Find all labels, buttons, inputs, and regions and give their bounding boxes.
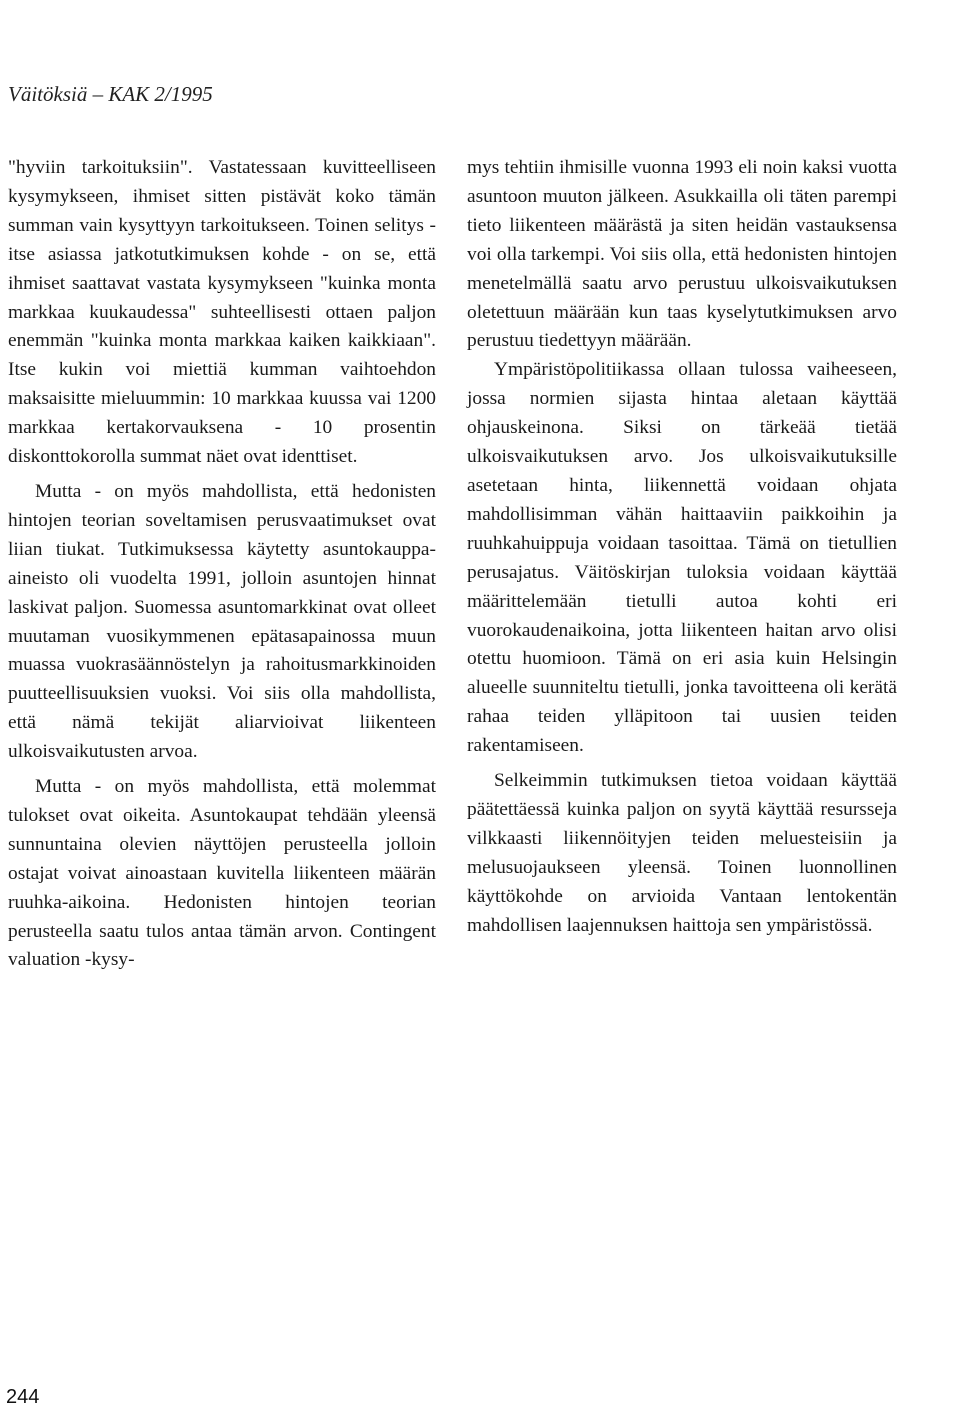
- page-number: 244: [6, 1386, 40, 1408]
- paragraph: Selkeimmin tutkimuksen tietoa voidaan käyttää päätettäessä kuinka paljon on syytä käyttää resursseja vilkkaasti liikennöityjen teiden meluesteisiin ja melusuojaukseen yleensä. Toinen luonnollinen käyttökohde on arvioida Vantaan lentokentän mahdollisen laajennuksen haittoja sen ympäristössä.: [467, 770, 897, 936]
- paragraph: Mutta - on myös mahdollista, että molemmat tulokset ovat oikeita. Asuntokaupat tehdään yleensä sunnuntaina olevien näyttöjen perusteella jolloin ostajat voivat ainoastaan kuvitella liikenteen määrän ruuhka-aikoina. Hedonisten hintojen teorian perusteella saatu tulos antaa tämän arvon. Contingent valuation -kysy-: [8, 776, 436, 971]
- paragraph: Ympäristöpolitiikassa ollaan tulossa vaiheeseen, jossa normien sijasta hintaa aletaan käyttää ohjauskeinona. Siksi on tärkeää tietää ulkoisvaikutuksen arvo. Jos ulkoisvaikutuksille asetetaan hinta, liikennettä voidaan ohjata mahdollisimman vähän haittaaviin paikkoihin ja ruuhkahuippuja voidaan tasoittaa. Tämä on tietullien perusajatus. Väitöskirjan tuloksia voidaan käyttää määrittelemään tietulli autoa kohti eri vuorokaudenaikoina, jotta liikenteen haitan arvo olisi otettu huomioon. Tämä on eri asia kuin Helsingin alueelle suunniteltu tietulli, jonka tavoitteena oli kerätä rahaa teiden ylläpitoon tai uusien teiden rakentamiseen.: [467, 359, 897, 757]
- paragraph: mys tehtiin ihmisille vuonna 1993 eli noin kaksi vuotta asuntoon muuton jälkeen. Asukkailla oli täten parempi tieto liikenteen määrästä ja siten heidän vastauksensa voi olla tarkempi. Voi siis olla, että hedonisten hintojen menetelmällä saatu arvo perustuu ulkoisvaikutuksen oletettuun määrään kun taas kyselytutkimuksen arvo perustuu tiedettyyn määrään.: [467, 157, 897, 352]
- text-column-left: [8, 154, 436, 975]
- paragraph: "hyviin tarkoituksiin". Vastatessaan kuvitteelliseen kysymykseen, ihmiset sitten pistävät koko tämän summan vain kysyttyyn tarkoitukseen. Toinen selitys - itse asiassa jatkotutkimuksen kohde - on se, että ihmiset saattavat vastata kysymykseen "kuinka monta markkaa kuukaudessa" suhteellisesti ottaen paljon enemmän "kuinka monta markkaa kaiken kaikkiaan". Itse kukin voi miettiä kumman vaihtoehdon maksaisitte mieluummin: 10 markkaa kuussa vai 1200 markkaa kertakorvauksena - 10 prosentin diskonttokorolla summat näet ovat identtiset.: [8, 157, 436, 468]
- running-head: Väitöksiä – KAK 2/1995: [8, 82, 213, 106]
- paragraph: Mutta - on myös mahdollista, että hedonisten hintojen teorian soveltamisen perusvaatimukset ovat liian tiukat. Tutkimuksessa käytetty asuntokauppa-aineisto oli vuodelta 1991, jolloin asuntojen hinnat laskivat paljon. Suomessa asuntomarkkinat ovat olleet muutaman vuosikymmenen epätasapainossa muun muassa vuokrasäännöstelyn ja rahoitusmarkkinoiden puutteellisuuksien vuoksi. Voi siis olla mahdollista, että nämä tekijät aliarvioivat liikenteen ulkoisvaikutusten arvoa.: [8, 480, 436, 763]
- text-column-right: [467, 154, 897, 940]
